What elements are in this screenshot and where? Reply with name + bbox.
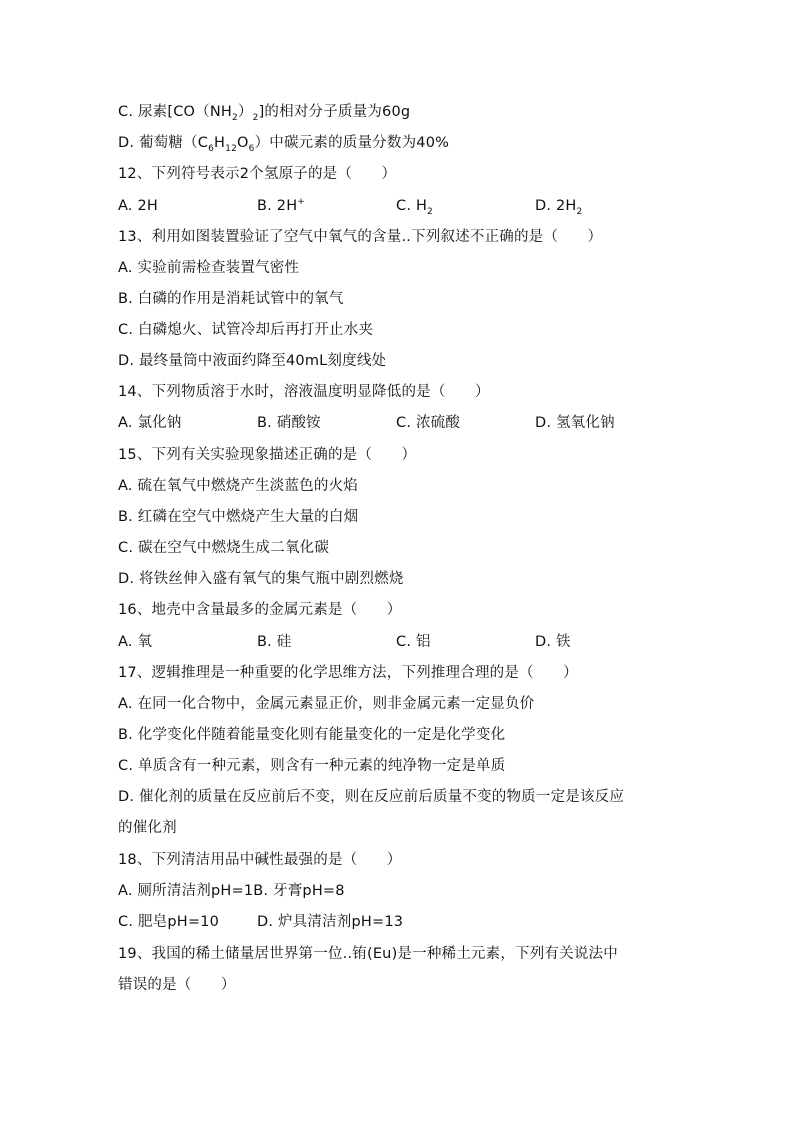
q15-option-b: B. 红磷在空气中燃烧产生大量的白烟 <box>118 509 359 525</box>
q16-option-b: B. 硅 <box>257 634 292 650</box>
q18-option-ab: A. 厕所清洁剂pH=1B. 牙膏pH=8 <box>118 883 345 899</box>
q15-option-a: A. 硫在氧气中燃烧产生淡蓝色的火焰 <box>118 478 358 494</box>
q18-option-d: D. 炉具清洁剂pH=13 <box>257 914 404 930</box>
q12-option-d <box>535 196 582 216</box>
q17-option-d-line1: D. 催化剂的质量在反应前后不变，则在反应前后质量不变的物质一定是该反应 <box>118 789 625 805</box>
q13-option-d: D. 最终量筒中液面约降至40mL刻度线处 <box>118 353 387 369</box>
q17-option-b: B. 化学变化伴随着能量变化则有能量变化的一定是化学变化 <box>118 727 506 743</box>
q14-stem: 14、下列物质溶于水时，溶液温度明显降低的是（ ） <box>118 384 490 400</box>
q17-stem: 17、逻辑推理是一种重要的化学思维方法，下列推理合理的是（ ） <box>118 665 578 681</box>
q12-option-c <box>396 196 433 216</box>
q14-option-a: A. 氯化钠 <box>118 415 182 431</box>
q17-option-c: C. 单质含有一种元素，则含有一种元素的纯净物一定是单质 <box>118 758 506 774</box>
q16-option-c: C. 铝 <box>396 634 431 650</box>
q14-option-b: B. 硝酸铵 <box>257 415 321 431</box>
q15-option-c: C. 碳在空气中燃烧生成二氧化碳 <box>118 540 330 556</box>
q13-stem: 13、利用如图装置验证了空气中氧气的含量..下列叙述不正确的是（ ） <box>118 229 603 245</box>
q11-option-c <box>118 102 410 122</box>
q16-option-d: D. 铁 <box>535 634 571 650</box>
q19-stem-line1: 19、我国的稀土储量居世界第一位..铕(Eu)是一种稀土元素，下列有关说法中 <box>118 946 618 962</box>
q18-stem: 18、下列清洁用品中碱性最强的是（ ） <box>118 852 402 868</box>
q13-option-b: B. 白磷的作用是消耗试管中的氧气 <box>118 291 344 307</box>
q13-option-a: A. 实验前需检查装置气密性 <box>118 260 300 276</box>
q14-option-c: C. 浓硫酸 <box>396 415 461 431</box>
q12-option-a: A. 2H <box>118 198 159 214</box>
q11-option-d <box>118 133 449 153</box>
q12-stem: 12、下列符号表示2个氢原子的是（ ） <box>118 166 397 182</box>
q11-c-mid: ） <box>237 104 253 120</box>
q11-d-sub2: 12 <box>225 143 238 154</box>
q12-b-main: B. 2H <box>257 198 298 214</box>
q11-d-prefix: D. 葡萄糖（C <box>118 135 209 151</box>
q12-option-b <box>257 196 305 216</box>
q16-option-a: A. 氧 <box>118 634 153 650</box>
q18-option-c: C. 肥皂pH=10 <box>118 914 220 930</box>
q12-d-sub: 2 <box>576 206 583 217</box>
q11-d-suffix: ）中碳元素的质量分数为40% <box>254 135 450 151</box>
q15-stem: 15、下列有关实验现象描述正确的是（ ） <box>118 447 417 463</box>
q16-stem: 16、地壳中含量最多的金属元素是（ ） <box>118 602 402 618</box>
q11-d-sub3: 6 <box>248 143 255 154</box>
q11-c-suffix: ]的相对分子质量为60g <box>258 104 411 120</box>
q15-option-d: D. 将铁丝伸入盛有氧气的集气瓶中剧烈燃烧 <box>118 571 404 587</box>
q12-b-sup: + <box>297 197 306 208</box>
q11-c-prefix: C. 尿素[CO（NH <box>118 104 232 120</box>
q17-option-d-line2: 的催化剂 <box>118 820 177 836</box>
q11-d-h: H <box>214 135 226 151</box>
q11-c-sub2: 2 <box>252 112 259 123</box>
q12-c-sub: 2 <box>427 206 433 217</box>
q14-option-d: D. 氢氧化钠 <box>535 415 615 431</box>
q13-option-c: C. 白磷熄火、试管冷却后再打开止水夹 <box>118 322 374 338</box>
q11-c-sub1: 2 <box>232 112 238 123</box>
q11-d-o: O <box>237 135 249 151</box>
q11-d-sub1: 6 <box>208 143 215 154</box>
q17-option-a: A. 在同一化合物中，金属元素显正价，则非金属元素一定显负价 <box>118 696 535 712</box>
q19-stem-line2: 错误的是（ ） <box>118 977 236 993</box>
q12-d-main: D. 2H <box>535 198 577 214</box>
q12-c-main: C. H <box>396 198 428 214</box>
